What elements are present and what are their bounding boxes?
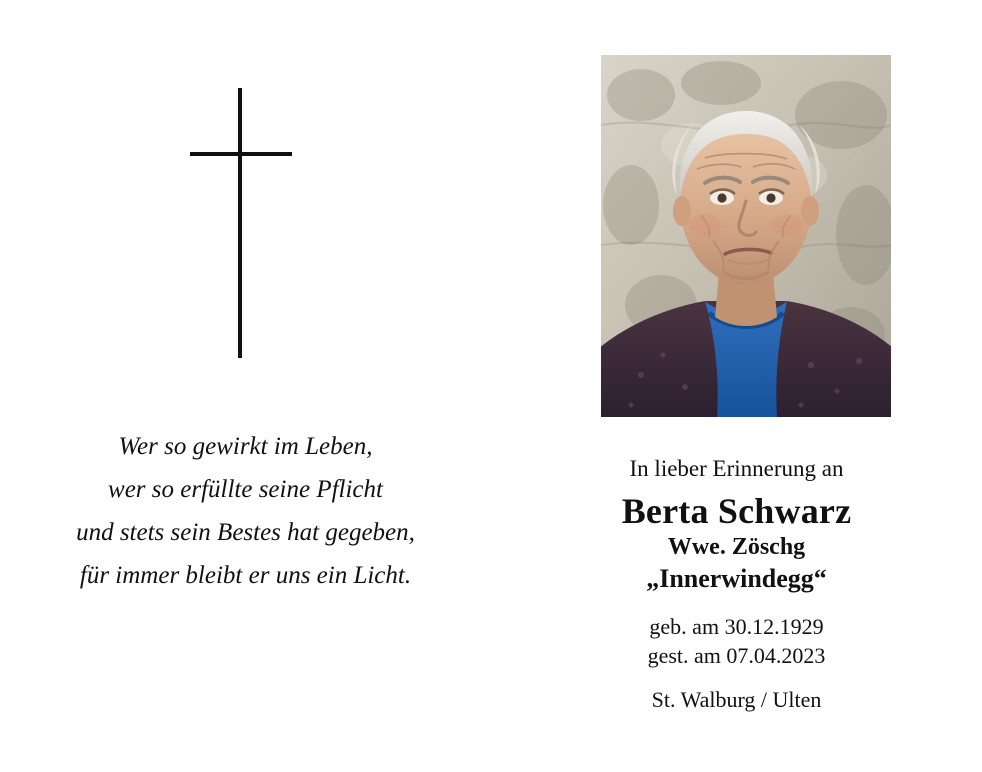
memorial-intro: In lieber Erinnerung an (629, 456, 844, 481)
deceased-nickname: „Innerwindegg“ (646, 564, 827, 594)
deceased-subname: Wwe. Zöschg (667, 534, 806, 561)
memorial-text-block (491, 455, 982, 715)
verse-line-3: und stets sein Bestes hat gegeben, (76, 519, 415, 546)
cross-horizontal-bar (190, 152, 292, 156)
verse-line-4: für immer bleibt er uns ein Licht. (79, 562, 412, 589)
memorial-verse (0, 425, 491, 597)
verse-line-1: Wer so gewirkt im Leben, (118, 433, 373, 460)
death-date: gest. am 07.04.2023 (647, 643, 826, 669)
birth-date: geb. am 30.12.1929 (649, 614, 824, 640)
verse-line-2: wer so erfüllte seine Pflicht (108, 476, 383, 503)
latin-cross-icon (190, 88, 292, 358)
deceased-name: Berta Schwarz (621, 490, 852, 531)
right-panel (491, 0, 982, 772)
cross-vertical-bar (238, 88, 242, 358)
place-name: St. Walburg / Ulten (651, 687, 822, 713)
portrait-photo (601, 55, 891, 417)
